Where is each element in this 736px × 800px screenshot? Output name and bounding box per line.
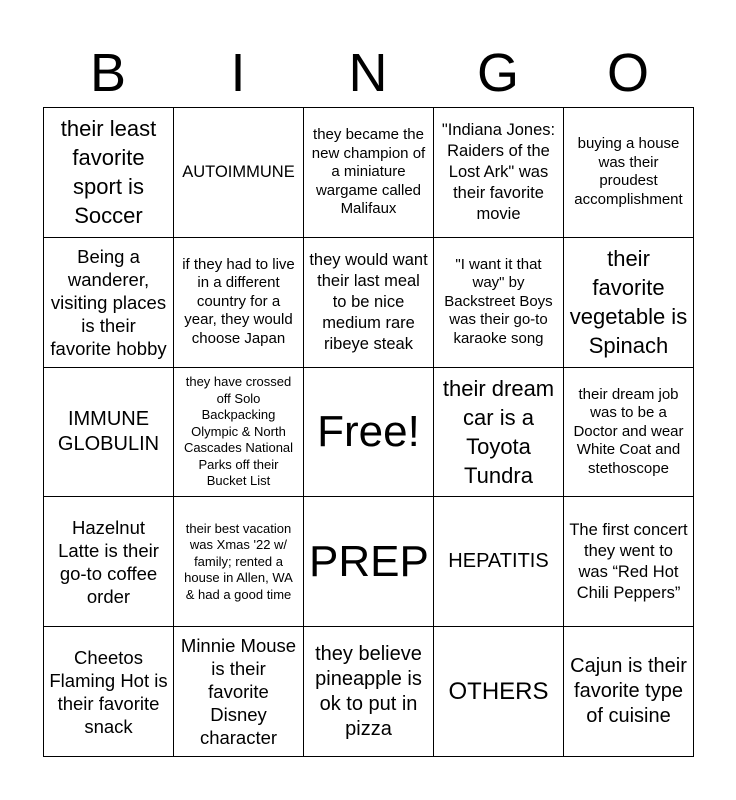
cell-text: their best vacation was Xmas '22 w/ family; rented a house in Allen, WA & had a good time — [184, 520, 293, 602]
cell-text: their least favorite sport is Soccer — [60, 116, 157, 229]
bingo-cell[interactable] — [304, 627, 434, 757]
cell-text: their dream car is a Toyota Tundra — [442, 375, 555, 488]
bingo-cell[interactable] — [44, 627, 174, 757]
cell-text: AUTOIMMUNE — [182, 162, 295, 181]
bingo-cell[interactable] — [174, 108, 304, 238]
bingo-cell[interactable] — [174, 237, 304, 367]
bingo-cell[interactable] — [564, 367, 694, 497]
cell-text: HEPATITIS — [448, 550, 549, 573]
cell-text: Cheetos Flaming Hot is their favorite snack — [49, 646, 168, 737]
cell-text: Hazelnut Latte is their go-to coffee order — [58, 516, 159, 607]
cell-text: IMMUNE GLOBULIN — [57, 407, 160, 455]
cell-text: "I want it that way" by Backstreet Boys was their go-to karaoke song — [444, 255, 553, 347]
cell-text: Being a wanderer, visiting places is their favorite hobby — [50, 245, 167, 359]
cell-text: they believe pineapple is ok to put in pizza — [315, 642, 422, 740]
bingo-cell[interactable] — [304, 497, 434, 627]
bingo-row — [44, 627, 694, 757]
bingo-cell[interactable] — [434, 108, 564, 238]
bingo-row — [44, 108, 694, 238]
bingo-header — [43, 38, 693, 108]
cell-text: OTHERS — [448, 677, 549, 705]
bingo-cell[interactable] — [434, 237, 564, 367]
cell-text: "Indiana Jones: Raiders of the Lost Ark" was their favorite movie — [441, 120, 556, 223]
cell-text: Minnie Mouse is their favorite Disney character — [180, 635, 297, 749]
bingo-cell[interactable] — [564, 237, 694, 367]
bingo-cell[interactable] — [434, 627, 564, 757]
bingo-cell[interactable] — [44, 237, 174, 367]
cell-text: they have crossed off Solo Backpacking Olympic & North Cascades National Parks off their Bucket List — [183, 374, 294, 489]
bingo-row — [44, 497, 694, 627]
bingo-cell[interactable] — [44, 367, 174, 497]
bingo-cell[interactable] — [174, 627, 304, 757]
bingo-row — [44, 367, 694, 497]
bingo-cell[interactable] — [564, 627, 694, 757]
bingo-cell[interactable] — [304, 108, 434, 238]
cell-text: they would want their last meal to be nice medium rare ribeye steak — [309, 250, 428, 353]
free-space[interactable] — [304, 367, 434, 497]
cell-text: if they had to live in a different country for a year, they would choose Japan — [182, 255, 295, 347]
header-letter-g: G — [476, 43, 519, 103]
cell-text: Cajun is their favorite type of cuisine — [570, 655, 687, 728]
bingo-cell[interactable] — [564, 497, 694, 627]
header-letter-n: N — [348, 43, 388, 103]
bingo-cell[interactable] — [174, 497, 304, 627]
cell-text: The first concert they went to was “Red Hot Chili Peppers” — [569, 520, 688, 602]
bingo-cell[interactable] — [44, 497, 174, 627]
header-letter-b: B — [89, 43, 127, 103]
cell-text: PREP — [309, 536, 429, 586]
cell-text: their dream job was to be a Doctor and wear White Coat and stethoscope — [573, 385, 684, 477]
bingo-cell[interactable] — [434, 367, 564, 497]
bingo-cell[interactable] — [174, 367, 304, 497]
header-letter-o: O — [606, 43, 649, 103]
bingo-row — [44, 237, 694, 367]
bingo-cell[interactable] — [44, 108, 174, 238]
bingo-cell[interactable] — [564, 108, 694, 238]
cell-text: they became the new champion of a miniature wargame called Malifaux — [311, 126, 426, 218]
bingo-card — [43, 107, 694, 757]
bingo-cell[interactable] — [304, 237, 434, 367]
cell-text: Free! — [317, 406, 420, 456]
cell-text: buying a house was their proudest accomplishment — [574, 135, 683, 208]
header-letter-i: I — [230, 43, 246, 103]
cell-text: their favorite vegetable is Spinach — [569, 246, 688, 359]
bingo-cell[interactable] — [434, 497, 564, 627]
